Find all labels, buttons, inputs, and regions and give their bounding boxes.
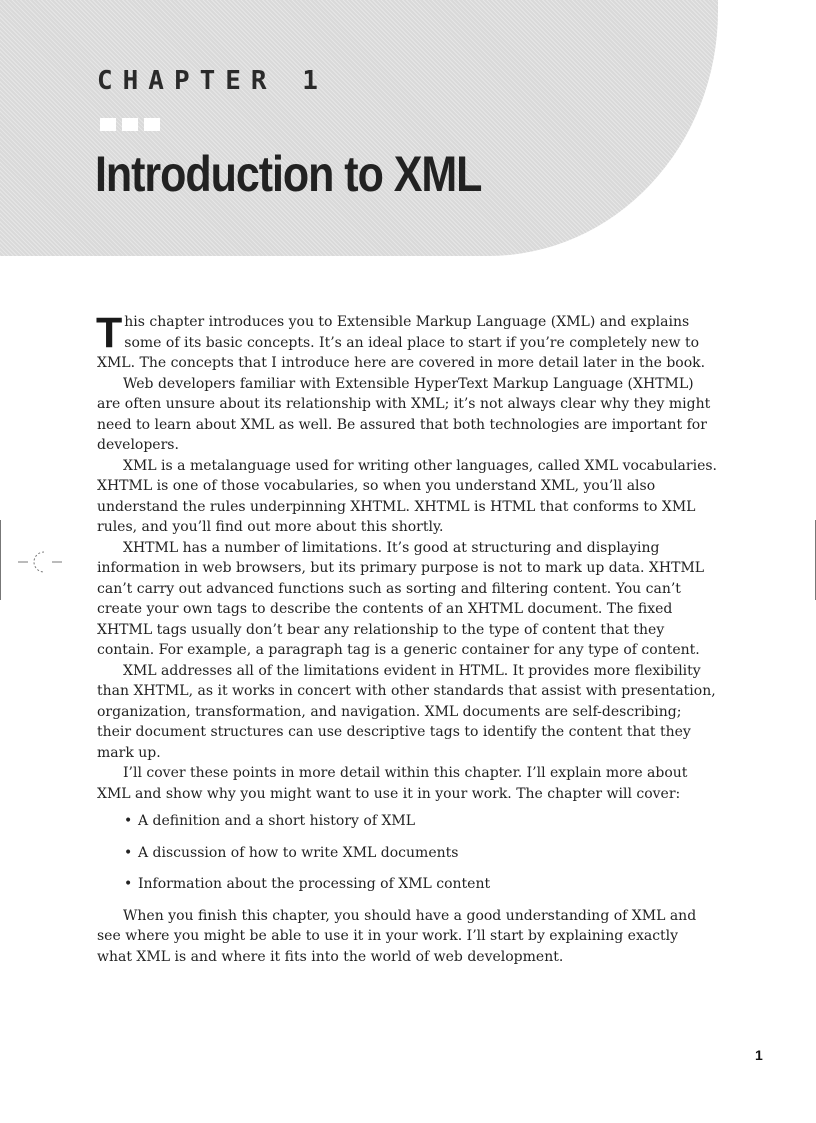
paragraph: I’ll cover these points in more detail within this chapter. I’ll explain more about XML and show why you might want to use it in your work. The chapter will cover:	[97, 765, 688, 802]
paragraph	[96, 309, 717, 374]
bullet-list	[97, 811, 717, 895]
ornament-square	[122, 118, 138, 131]
paragraph: Web developers familiar with Extensible HyperText Markup Language (XHTML) are often unsure about its relationship with XML; it’s not always clear why they might need to learn about XML as well. Be assured that both technologies are important for developers.	[97, 375, 711, 453]
paragraph: When you finish this chapter, you should have a good understanding of XML and see where you might be able to use it in your work. I’ll start by explaining exactly what XML is and where it fits into the world of web development.	[97, 907, 697, 965]
paragraph: XML addresses all of the limitations evident in HTML. It provides more flexibility than XHTML, as it works in concert with other standards that assist with presentation, organization, transformation, and navigation. XML documents are self-describing; their document structures can use descriptive tags to identify the content that they mark up.	[97, 662, 716, 761]
ornament-square	[144, 118, 160, 131]
crop-mark-left	[0, 520, 1, 600]
chapter-label: CHAPTER 1	[97, 66, 328, 96]
registration-mark-icon	[18, 548, 62, 576]
drop-cap: T	[96, 309, 123, 357]
body-text	[96, 309, 717, 967]
bullet-item: • Information about the processing of XML content	[124, 874, 717, 895]
chapter-ornament	[100, 118, 160, 131]
ornament-square	[100, 118, 116, 131]
chapter-title: Introduction to XML	[95, 146, 482, 202]
paragraph: XHTML has a number of limitations. It’s good at structuring and displaying information in web browsers, but its primary purpose is not to mark up data. XHTML can’t carry out advanced functions such as sorting and filtering content. You can’t create your own tags to describe the contents of an XHTML document. The fixed XHTML tags usually don’t bear any relationship to the type of content that they contain. For example, a paragraph tag is a generic container for any type of content.	[97, 539, 705, 658]
bullet-item: • A discussion of how to write XML documents	[124, 843, 717, 864]
bullet-item: • A definition and a short history of XML	[124, 811, 717, 832]
paragraph-text: his chapter introduces you to Extensible Markup Language (XML) and explains some of its basic concepts. It’s an ideal place to start if you’re completely new to XML. The concepts that I introduce here are covered in more detail later in the book.	[97, 314, 706, 371]
paragraph: XML is a metalanguage used for writing other languages, called XML vocabularies. XHTML is one of those vocabularies, so when you understand XML, you’ll also understand the rules underpinning XHTML. XHTML is HTML that conforms to XML rules, and you’ll find out more about this shortly.	[97, 457, 717, 535]
page-number: 1	[755, 1047, 763, 1063]
